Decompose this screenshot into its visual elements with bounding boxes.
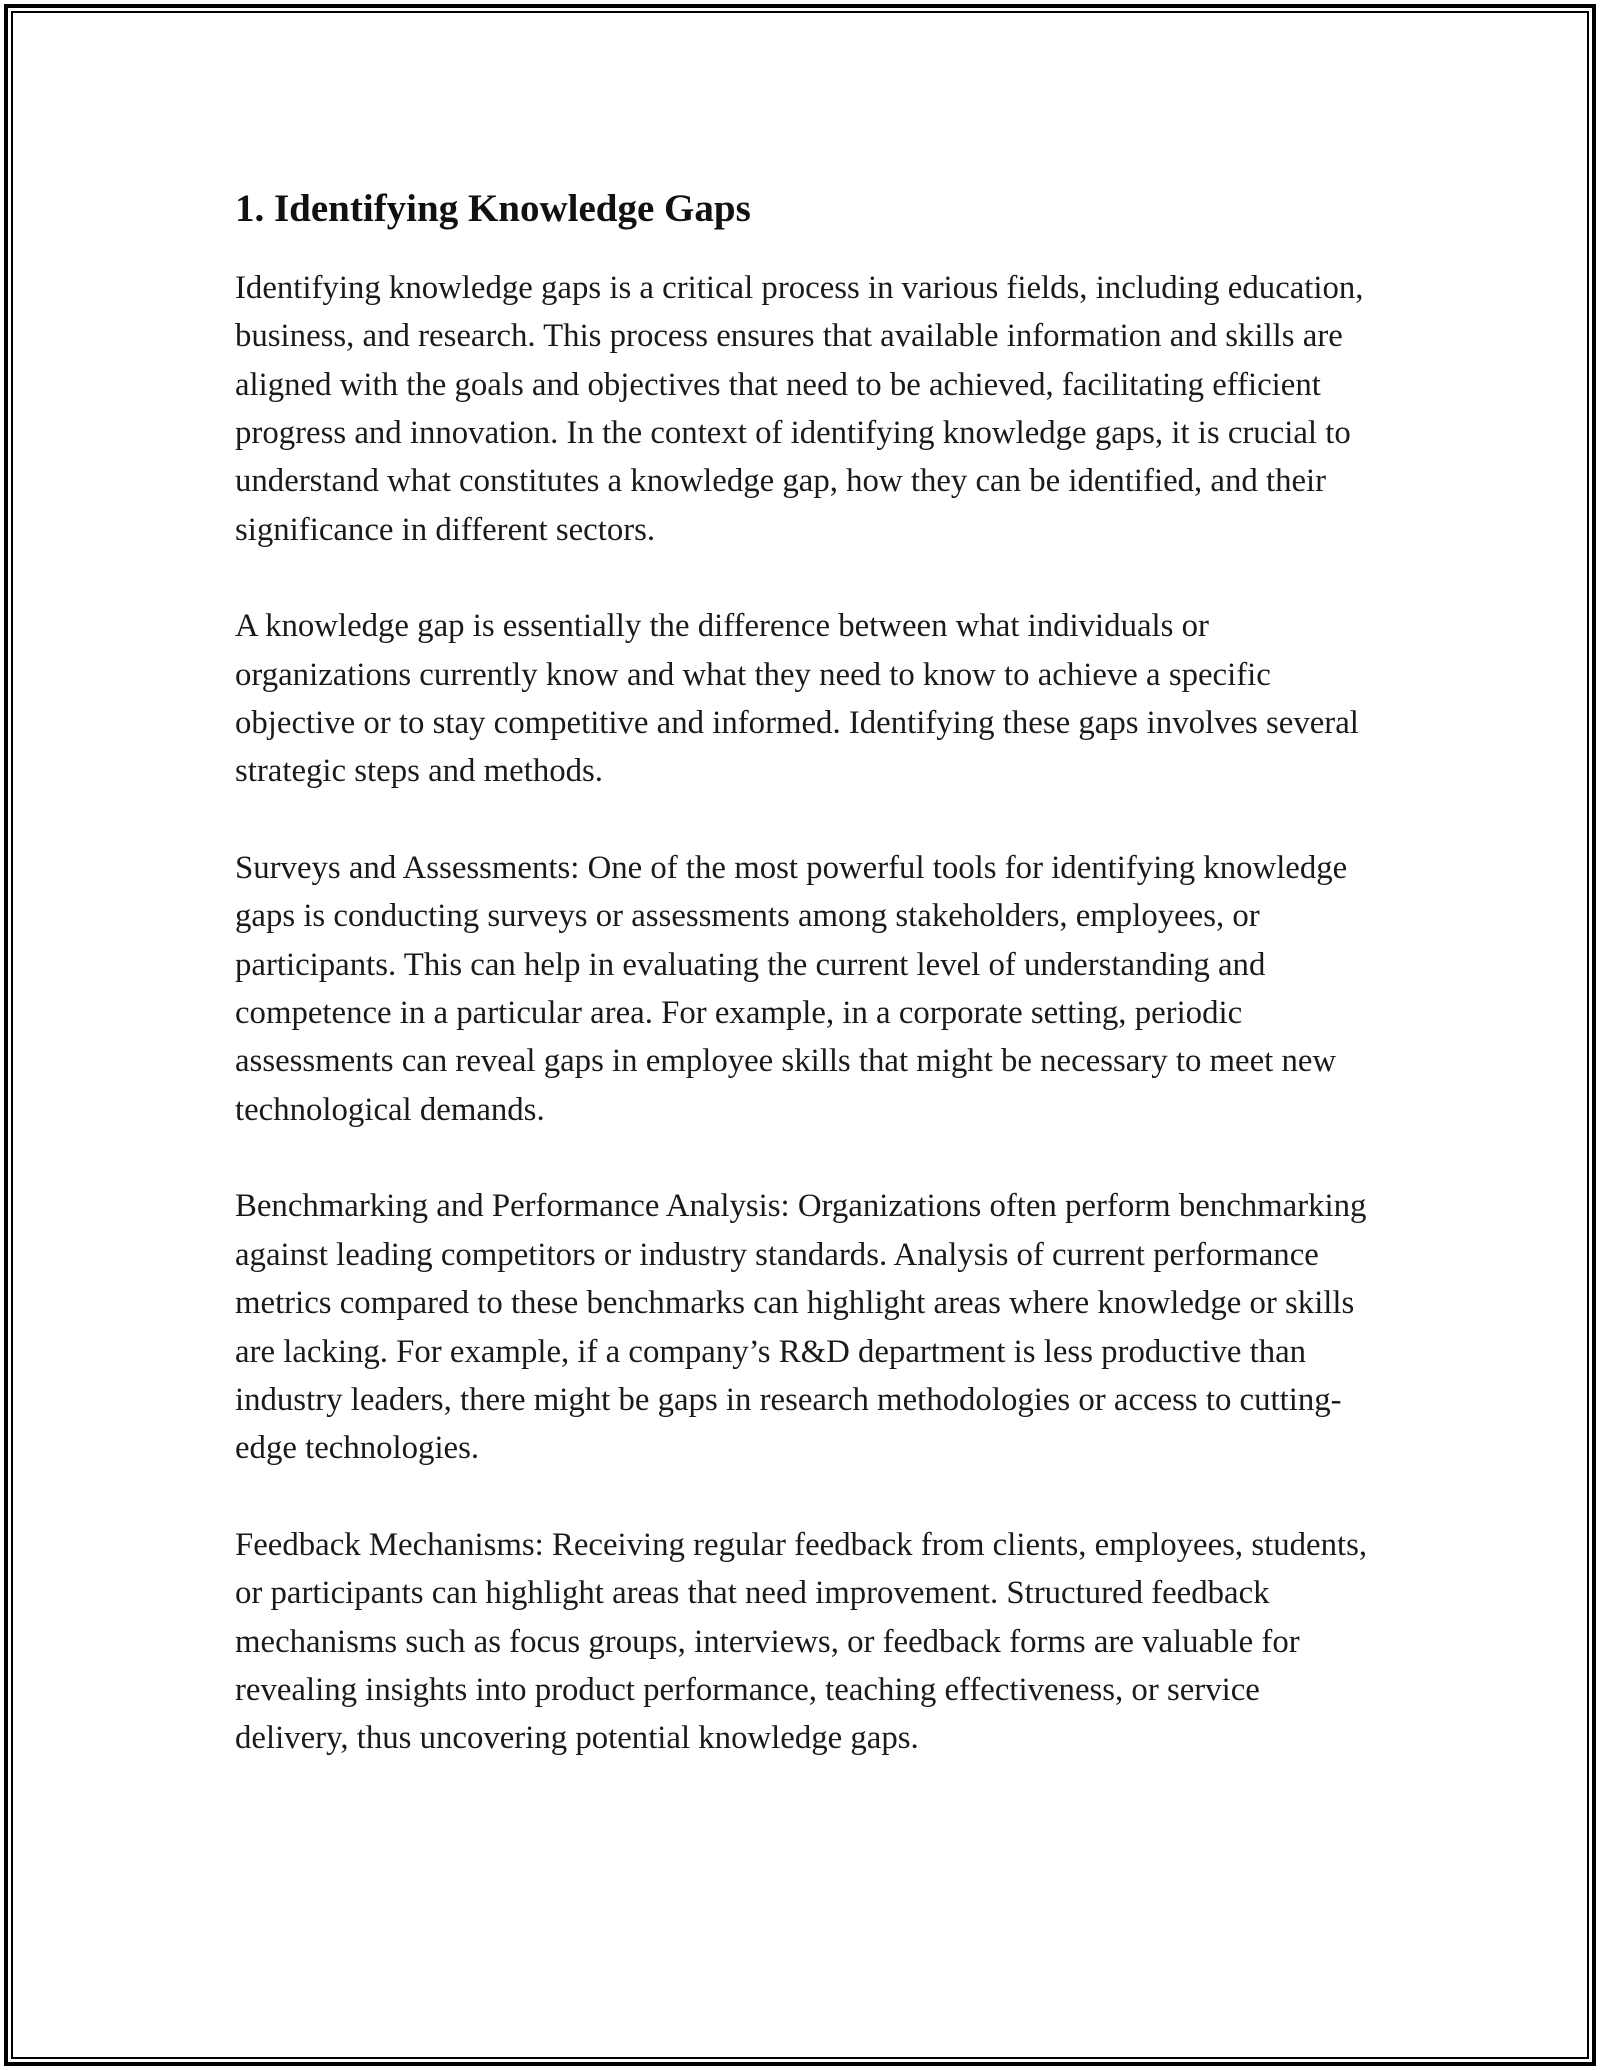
paragraph-surveys-assessments: Surveys and Assessments: One of the most powerful tools for identifying knowledge gaps is conducting surveys or assessments among stakeholders, employees, or participants. This can help in evaluating the current level of understanding and competence in a particular area. For example, in a corporate setting, periodic assessments can reveal gaps in employee skills that might be necessary to meet new technological demands. <box>235 849 1348 1128</box>
paragraph-benchmarking: Benchmarking and Performance Analysis: Organizations often perform benchmarking against leading competitors or industry standards. Analysis of current performance metrics compared to these benchmarks can highlight areas where knowledge or skills are lacking. For example, if a company’s R&D department is less productive than industry leaders, there might be gaps in research methodologies or access to cutting-edge technologies. <box>235 1188 1367 1467</box>
paragraph-definition: A knowledge gap is essentially the difference between what individuals or organizations currently know and what they need to know to achieve a specific objective or to stay competitive and informed. Identifying these gaps involves several strategic steps and methods. <box>235 608 1359 790</box>
section-heading: 1. Identifying Knowledge Gaps <box>235 187 751 230</box>
document-body <box>235 186 1375 1811</box>
paragraph-introduction: Identifying knowledge gaps is a critical process in various fields, including education, business, and research. This process ensures that available information and skills are aligned with the goals and objectives that need to be achieved, facilitating efficient progress and innovation. In the context of identifying knowledge gaps, it is crucial to understand what constitutes a knowledge gap, how they can be identified, and their significance in different sectors. <box>235 269 1364 548</box>
paragraph-feedback-mechanisms: Feedback Mechanisms: Receiving regular feedback from clients, employees, students, or participants can highlight areas that need improvement. Structured feedback mechanisms such as focus groups, interviews, or feedback forms are valuable for revealing insights into product performance, teaching effectiveness, or service delivery, thus uncovering potential knowledge gaps. <box>235 1526 1368 1757</box>
